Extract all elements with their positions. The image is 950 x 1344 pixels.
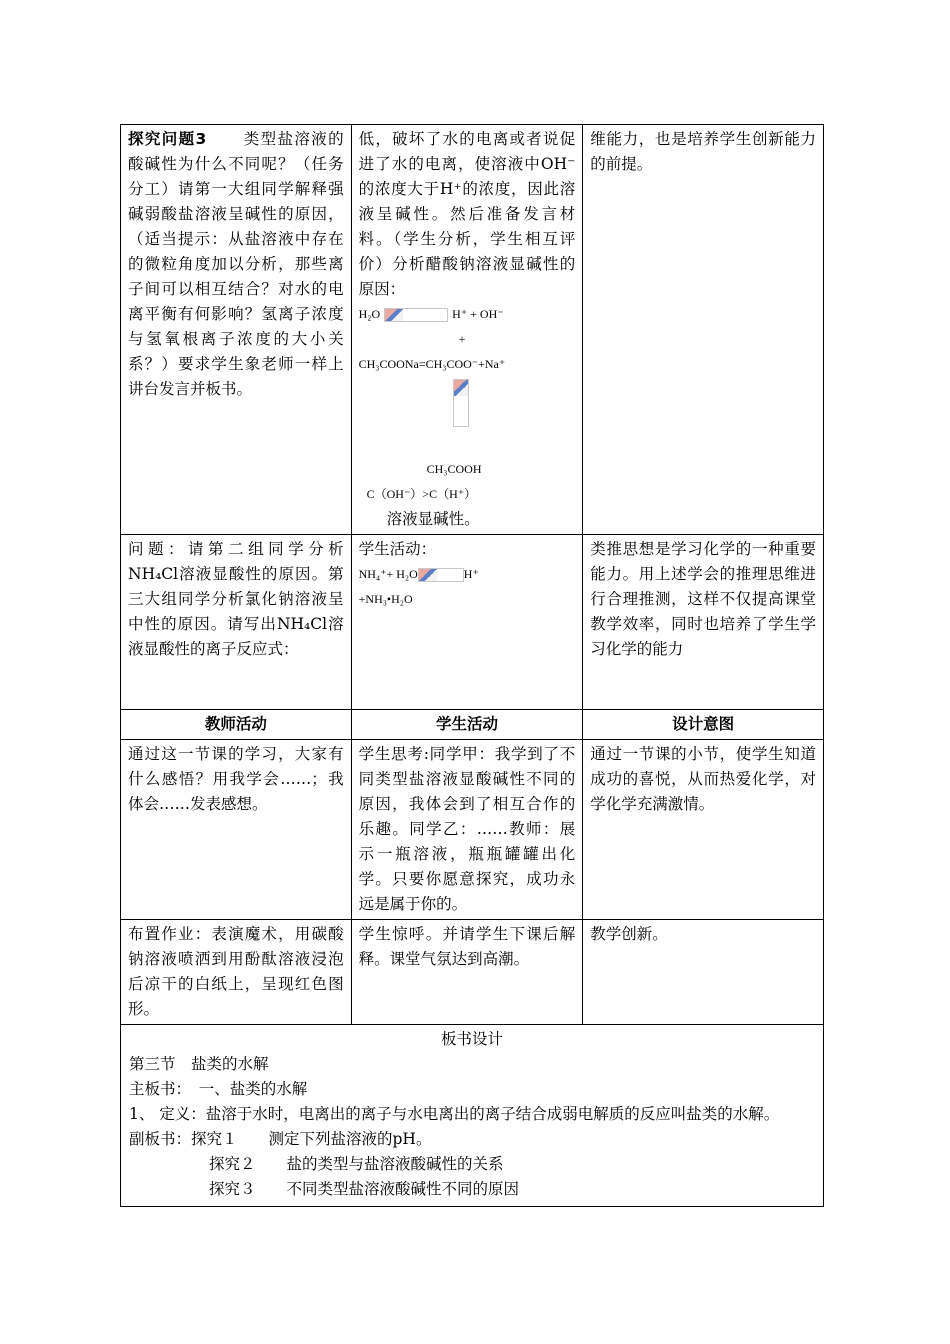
board-line: 探究２ 盐的类型与盐溶液酸碱性的关系: [209, 1155, 504, 1173]
table-row: [121, 535, 824, 710]
equilibrium-arrow-icon: [418, 568, 464, 582]
equation-plus: +: [458, 332, 466, 346]
header-student: 学生活动: [351, 710, 583, 740]
board-design-cell: [121, 1025, 824, 1207]
vertical-arrow-icon: [453, 379, 469, 427]
conclusion-text: 溶液显碱性。: [386, 510, 480, 528]
cell-student: [351, 920, 583, 1025]
header-teacher: 教师活动: [121, 710, 352, 740]
design-text: 维能力，也是培养学生创新能力的前提。: [590, 130, 816, 173]
cell-teacher: [121, 920, 352, 1025]
equilibrium-arrow-icon: [384, 308, 448, 322]
cell-design: [583, 125, 824, 535]
board-line: 主板书： 一、盐类的水解: [129, 1080, 308, 1098]
design-text: 类推思想是学习化学的一种重要能力。用上述学会的推理思维进行合理推测，这样不仅提高课堂教学效率，同时也培养了学生学习化学的能力: [590, 540, 816, 658]
table-row: [121, 125, 824, 535]
equation-acetic-acid: CH₃COOH: [426, 462, 482, 476]
cell-teacher: [121, 740, 352, 920]
cell-student: [351, 535, 583, 710]
cell-student: [351, 125, 583, 535]
design-text: 通过一节课的小节，使学生知道成功的喜悦，从而热爱化学，对学化学充满激情。: [590, 745, 816, 813]
document-page: [120, 124, 824, 1207]
equation-concentration: C（OH⁻）>C（H⁺）: [366, 487, 477, 501]
vertical-arrow: [451, 379, 471, 457]
table-row: [121, 920, 824, 1025]
equation-acetate: CH₃COONa=CH₃COO⁻+Na⁺: [358, 357, 506, 371]
design-text: 教学创新。: [590, 925, 668, 943]
board-line: 第三节 盐类的水解: [129, 1055, 269, 1073]
board-line: 副板书：探究１ 测定下列盐溶液的pH。: [129, 1130, 432, 1148]
board-definition: 1、 定义：盐溶于水时，电离出的离子与水电离出的离子结合成弱电解质的反应叫盐类的水解。: [129, 1105, 780, 1123]
teacher-text: 通过这一节课的学习，大家有什么感悟？用我学会……；我体会……发表感想。: [128, 745, 344, 813]
board-design-row: [121, 1025, 824, 1207]
lesson-table: [120, 124, 824, 1207]
equation-ammonia: +NH₃•H₂O: [358, 592, 413, 606]
cell-design: [583, 920, 824, 1025]
cell-student: [351, 740, 583, 920]
student-text: 低，破坏了水的电离或者说促进了水的电离，使溶液中OH⁻的浓度大于H⁺的浓度，因此溶液呈碱性。然后准备发言材料。（学生分析，学生相互评价）分析醋酸钠溶液显碱性的原因：: [358, 130, 576, 298]
student-text: 学生惊呼。并请学生下课后解释。课堂气氛达到高潮。: [358, 925, 576, 968]
inquiry-title: 探究问题3: [128, 130, 207, 148]
teacher-text: 类型盐溶液的酸碱性为什么不同呢？（任务分工）请第一大组同学解释强碱弱酸盐溶液呈碱性的原因，（适当提示：从盐溶液中存在的微粒角度加以分析，那些离子间可以相互结合？对水的电离平衡有何影响？氢离子浓度与氢氧根离子浓度的大小关系？）要求学生象老师一样上讲台发言并板书。: [128, 130, 344, 398]
header-design: 设计意图: [583, 710, 824, 740]
teacher-text: 布置作业：表演魔术，用碳酸钠溶液喷洒到用酚酞溶液浸泡后凉干的白纸上，呈现红色图形。: [128, 925, 344, 1018]
cell-design: [583, 740, 824, 920]
table-row: [121, 740, 824, 920]
student-label: 学生活动：: [358, 540, 437, 558]
teacher-text: 问题：请第二组同学分析NH₄Cl溶液显酸性的原因。第三大组同学分析氯化钠溶液呈中性的原因。请写出NH₄Cl溶液显酸性的离子反应式：: [128, 540, 344, 658]
board-title: 板书设计: [440, 1030, 503, 1048]
equation-water: H₂O H⁺ + OH⁻: [358, 307, 504, 321]
equation-ammonium: NH₄⁺+ H₂O H⁺: [358, 567, 479, 581]
table-header-row: [121, 710, 824, 740]
board-line: 探究３ 不同类型盐溶液酸碱性不同的原因: [209, 1180, 520, 1198]
cell-teacher: [121, 535, 352, 710]
cell-teacher: [121, 125, 352, 535]
cell-design: [583, 535, 824, 710]
student-text: 学生思考:同学甲：我学到了不同类型盐溶液显酸碱性不同的原因，我体会到了相互合作的乐趣。同学乙：……教师：展示一瓶溶液，瓶瓶罐罐出化学。只要你愿意探究，成功永远是属于你的。: [358, 745, 576, 913]
